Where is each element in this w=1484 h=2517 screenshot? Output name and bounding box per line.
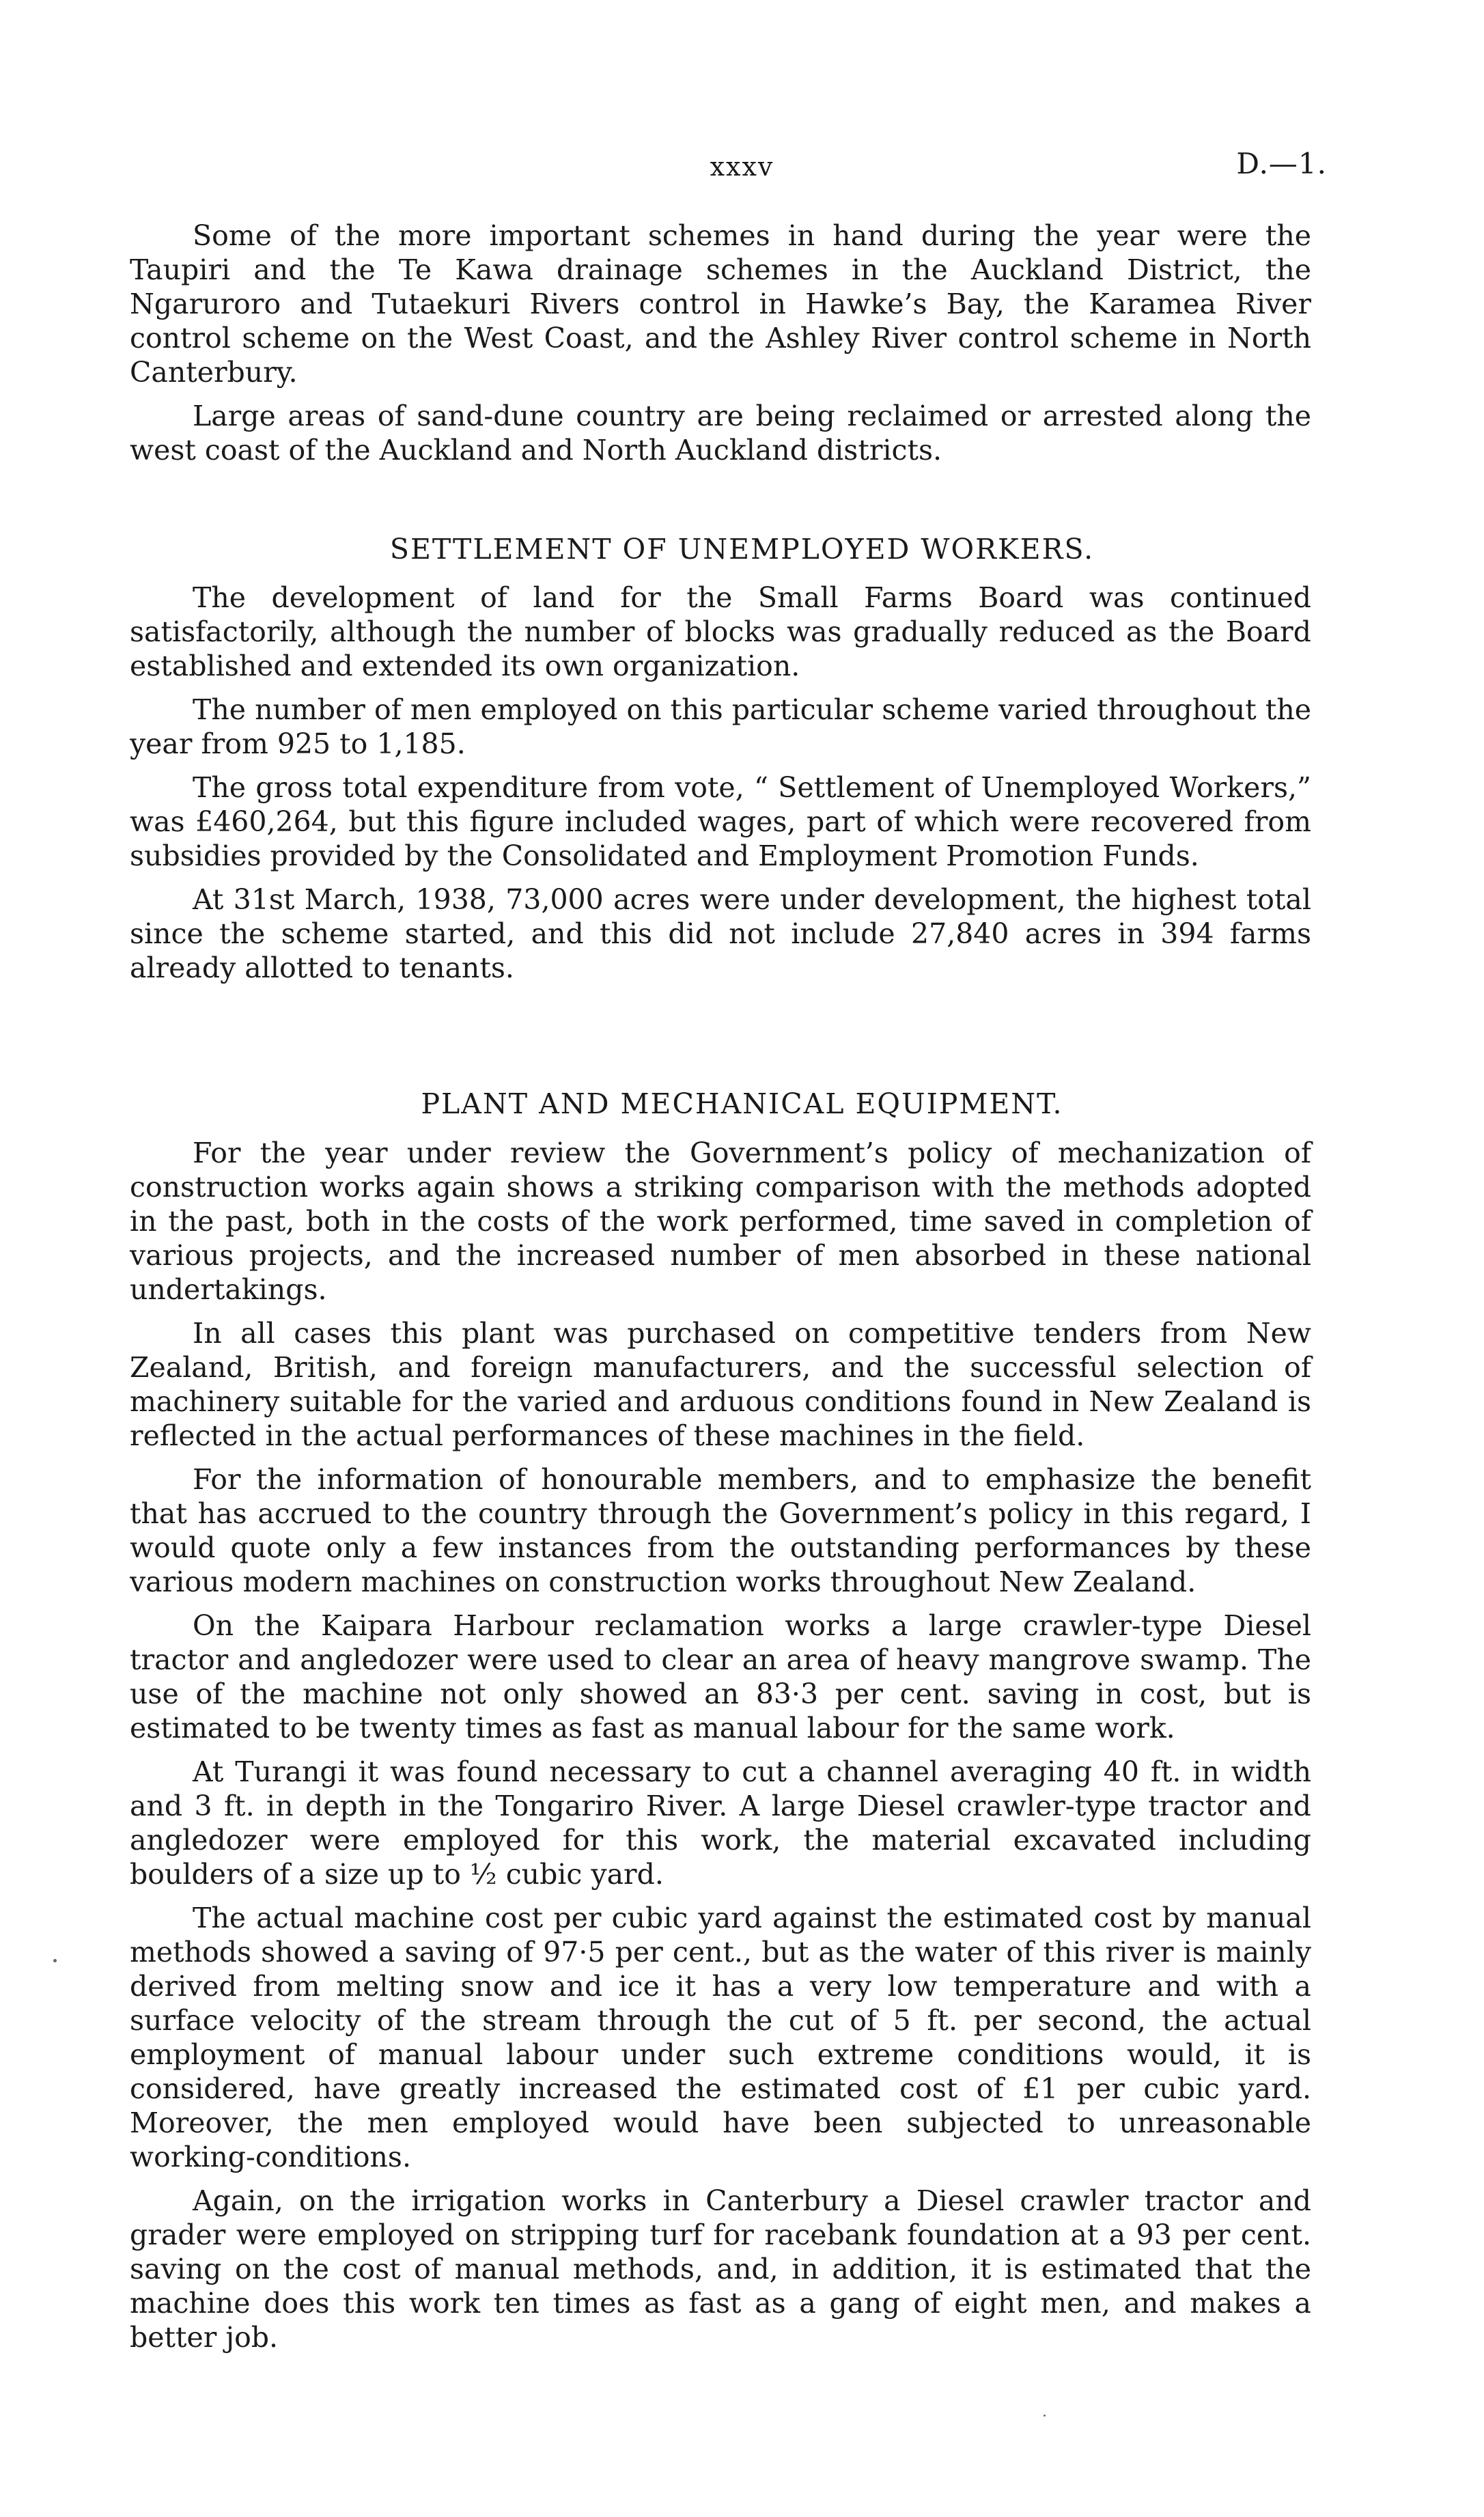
paragraph: At 31st March, 1938, 73,000 acres were under development, the highest total since the scheme started, and this did not include 27,840 acres in 394 farms already allotted to tenants. [130,883,1311,984]
paragraph: On the Kaipara Harbour reclamation works a large crawler-type Diesel tractor and angledozer were used to clear an area of heavy mangrove swamp. The use of the machine not only showed an 83·3 per cent. saving in cost, but is estimated to be twenty times as fast as manual labour for the same work. [130,1609,1311,1744]
section-heading-plant: PLANT AND MECHANICAL EQUIPMENT. [421,1087,1063,1120]
settlement-section [130,581,1311,985]
document-code: D.—1. [1236,147,1327,180]
intro-section [130,219,1311,467]
paragraph: The number of men employed on this particular scheme varied throughout the year from 925 to 1,185. [130,693,1311,760]
print-speck [53,1959,57,1962]
page-number: xxxv [710,152,774,182]
paragraph: The actual machine cost per cubic yard against the estimated cost by manual methods showed a saving of 97·5 per cent., but as the water of this river is mainly derived from melting snow and ice it has a very low temperature and with a surface velocity of the stream through the cut of 5 ft. per second, the actual employment of manual labour under such extreme conditions would, it is considered, have greatly increased the estimated cost of £1 per cubic yard. Moreover, the men employed would have been subjected to unreasonable working-conditions. [130,1902,1311,2173]
print-speck [1044,2415,1046,2417]
paragraph: Some of the more important schemes in hand during the year were the Taupiri and the Te Kawa drainage schemes in the Auckland District, the Ngaruroro and Tutaekuri Rivers control in Hawke’s Bay, the Karamea River control scheme on the West Coast, and the Ashley River control scheme in North Canterbury. [130,219,1311,389]
paragraph: The gross total expenditure from vote, “ Settlement of Unemployed Workers,” was £460,264, but this figure included wages, part of which were recovered from subsidies provided by the Consolidated and Employment Promotion Funds. [130,771,1311,872]
plant-section [130,1136,1311,2354]
paragraph: At Turangi it was found necessary to cut a channel averaging 40 ft. in width and 3 ft. in depth in the Tongariro River. A large Diesel crawler-type tractor and angledozer were employed for this work, the material excavated including boulders of a size up to ½ cubic yard. [130,1755,1311,1891]
paragraph: In all cases this plant was purchased on competitive tenders from New Zealand, British, and foreign manufacturers, and the successful selection of machinery suitable for the varied and arduous conditions found in New Zealand is reflected in the actual performances of these machines in the field. [130,1317,1311,1452]
paragraph: Large areas of sand-dune country are being reclaimed or arrested along the west coast of the Auckland and North Auckland districts. [130,400,1311,467]
paragraph: For the year under review the Government’s policy of mechanization of construction works again shows a striking comparison with the methods adopted in the past, both in the costs of the work performed, time saved in completion of various projects, and the increased number of men absorbed in these national undertakings. [130,1137,1311,1306]
paragraph: The development of land for the Small Farms Board was continued satisfactorily, although the number of blocks was gradually reduced as the Board established and extended its own organization. [130,581,1311,682]
section-heading-settlement: SETTLEMENT OF UNEMPLOYED WORKERS. [389,533,1095,566]
paragraph: Again, on the irrigation works in Canterbury a Diesel crawler tractor and grader were employed on stripping turf for racebank foundation at a 93 per cent. saving on the cost of manual methods, and, in addition, it is estimated that the machine does this work ten times as fast as a gang of eight men, and makes a better job. [130,2184,1311,2354]
paragraph: For the information of honourable members, and to emphasize the benefit that has accrued to the country through the Government’s policy in this regard, I would quote only a few instances from the outstanding performances by these various modern machines on construction works throughout New Zealand. [130,1463,1311,1598]
